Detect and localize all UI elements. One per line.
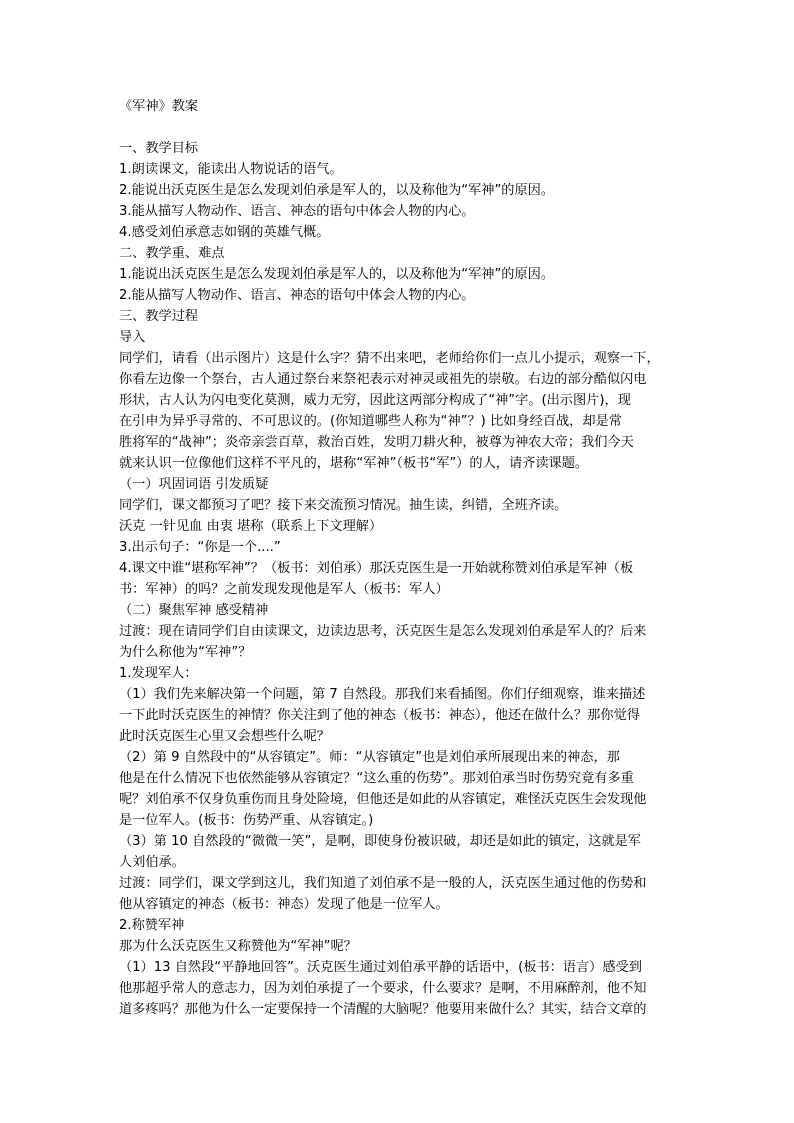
paragraph-line: 他那超乎常人的意志力，因为刘伯承提了一个要求，什么要求？是啊，不用麻醉剂，他不知 (119, 981, 647, 996)
paragraph-line: 为什么称他为“军神”？ (119, 645, 252, 660)
paragraph-line: 3.能从描写人物动作、语言、神态的语句中体会人物的内心。 (119, 204, 475, 219)
paragraph-line: 2.能说出沃克医生是怎么发现刘伯承是军人的，以及称他为“军神”的原因。 (119, 183, 555, 198)
paragraph-line: 呢？刘伯承不仅身负重伤而且身处险境，但他还是如此的从容镇定，难怪沃克医生会发现他 (119, 792, 647, 807)
paragraph-line: 一下此时沃克医生的神情？你关注到了他的神态（板书：神态），他还在做什么？那你觉得 (119, 708, 640, 723)
paragraph-line: 一、教学目标 (119, 141, 199, 156)
document-title: 《军神》教案 (119, 99, 199, 114)
paragraph-line: 形状，古人认为闪电变化莫测，威力无穷，因此这两部分构成了“神”字。(出示图片)，现 (119, 393, 631, 408)
paragraph-line: （1）我们先来解决第一个问题，第 7 自然段。那我们来看插图。你们仔细观察，谁来描述 (119, 687, 646, 702)
paragraph-line: 1.朗读课文，能读出人物说话的语气。 (119, 162, 343, 177)
paragraph-line: 3.出示句子：“你是一个....” (119, 540, 281, 555)
paragraph-line: 1.发现军人： (119, 666, 198, 681)
paragraph-line: 此时沃克医生心里又会想些什么呢？ (119, 729, 330, 744)
paragraph-line: 4.感受刘伯承意志如钢的英雄气概。 (119, 225, 330, 240)
paragraph-line: 道多疼吗？那他为什么一定要保持一个清醒的大脑呢？他要用来做什么？其实，结合文章的 (119, 1002, 647, 1017)
paragraph-line: 他是在什么情况下也依然能够从容镇定？“这么重的伤势”。那刘伯承当时伤势究竟有多重 (119, 771, 634, 786)
paragraph-line: （二）聚焦军神 感受精神 (119, 603, 269, 618)
paragraph-line: 沃克 一针见血 由衷 堪称（联系上下文理解） (119, 519, 383, 534)
blank-line (119, 117, 679, 138)
paragraph-line: 那为什么沃克医生又称赞他为“军神”呢？ (119, 939, 357, 954)
paragraph-line: 就来认识一位像他们这样不平凡的，堪称“军神”（板书“军”）的人，请齐读课题。 (119, 456, 589, 471)
paragraph-line: 导入 (119, 330, 146, 345)
paragraph-line: 同学们，请看（出示图片）这是什么字？猜不出来吧，老师给你们一点儿小提示，观察一下， (119, 351, 660, 366)
paragraph-line: 人刘伯承。 (119, 855, 185, 870)
paragraph-line: 4.课文中谁“堪称军神”？（板书：刘伯承）那沃克医生是一开始就称赞刘伯承是军神（板 (119, 561, 634, 576)
paragraph-line: （一）巩固词语 引发质疑 (119, 477, 269, 492)
paragraph-line: 2.称赞军神 (119, 918, 185, 933)
paragraph-line: 他从容镇定的神态（板书：神态）发现了他是一位军人。 (119, 897, 449, 912)
paragraph-line: 书：军神）的吗？之前发现发现他是军人（板书：军人） (119, 582, 449, 597)
paragraph-line: 过渡：同学们，课文学到这儿，我们知道了刘伯承不是一般的人，沃克医生通过他的伤势和 (119, 876, 647, 891)
document-body (119, 138, 679, 1020)
paragraph-line: 是一位军人。(板书：伤势严重、从容镇定。) (119, 813, 374, 828)
paragraph-line: 1.能说出沃克医生是怎么发现刘伯承是军人的，以及称他为“军神”的原因。 (119, 267, 555, 282)
paragraph-line: （3）第 10 自然段的“微微一笑”，是啊，即使身份被识破，却还是如此的镇定，这就是军 (119, 834, 641, 849)
paragraph-line: 2.能从描写人物动作、语言、神态的语句中体会人物的内心。 (119, 288, 475, 303)
paragraph-line: 胜将军的“战神”；炎帝亲尝百草，救治百姓，发明刀耕火种，被尊为神农大帝；我们今天 (119, 435, 634, 450)
paragraph-line: （2）第 9 自然段中的“从容镇定”。师：“从容镇定”也是刘伯承所展现出来的神态，那 (119, 750, 620, 765)
paragraph-line: 同学们，课文都预习了吧？接下来交流预习情况。抽生读，纠错，全班齐读。 (119, 498, 568, 513)
paragraph-line: 在引申为异乎寻常的、不可思议的。(你知道哪些人称为“神”？) 比如身经百战，却是常 (119, 414, 622, 429)
paragraph-line: （1）13 自然段“平静地回答”。沃克医生通过刘伯承平静的话语中，(板书：语言）感受到 (119, 960, 642, 975)
paragraph-line: 二、教学重、难点 (119, 246, 225, 261)
document-page (119, 96, 679, 1020)
paragraph-line: 过渡：现在请同学们自由读课文，边读边思考，沃克医生是怎么发现刘伯承是军人的？后来 (119, 624, 647, 639)
paragraph-line: 三、教学过程 (119, 309, 199, 324)
paragraph-line: 你看左边像一个祭台，古人通过祭台来祭祀表示对神灵或祖先的崇敬。右边的部分酷似闪电 (119, 372, 647, 387)
